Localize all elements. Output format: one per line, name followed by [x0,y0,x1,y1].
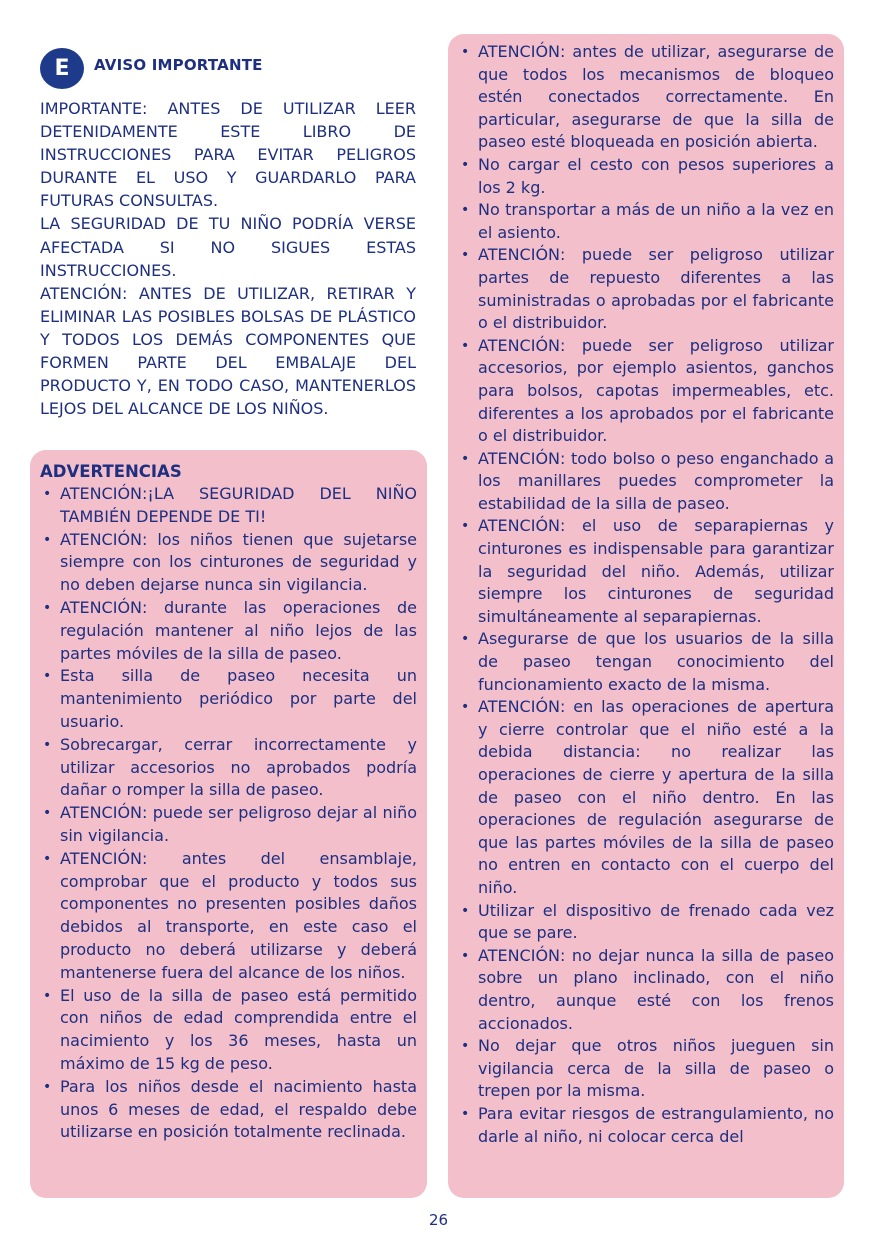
intro-paragraph: LA SEGURIDAD DE TU NIÑO PODRÍA VERSE AFECTADA SI NO SIGUES ESTAS INSTRUCCIONES. [40,214,416,280]
warnings-list-right [458,41,834,1148]
warning-item: • No cargar el cesto con pesos superiores a los 2 kg. [458,154,834,199]
warning-item: • Sobrecargar, cerrar incorrectamente y utilizar accesorios no aprobados podría dañar o romper la silla de paseo. [40,734,417,802]
warning-item: • No transportar a más de un niño a la vez en el asiento. [458,199,834,244]
warning-item: • ATENCIÓN: durante las operaciones de regulación mantener al niño lejos de las partes móviles de la silla de paseo. [40,597,417,665]
section-heading: AVISO IMPORTANTE [94,56,263,74]
warning-item: • Para evitar riesgos de estrangulamiento, no darle al niño, ni colocar cerca del [458,1103,834,1148]
warning-item: • ATENCIÓN: todo bolso o peso enganchado a los manillares puedes comprometer la estabilidad de la silla de paseo. [458,448,834,516]
warning-item: • ATENCIÓN: los niños tienen que sujetarse siempre con los cinturones de seguridad y no deben dejarse nunca sin vigilancia. [40,529,417,597]
warnings-title: ADVERTENCIAS [40,462,182,481]
intro-text [40,97,416,420]
warnings-box-right [448,34,844,1198]
warning-item: • ATENCIÓN: antes de utilizar, asegurarse de que todos los mecanismos de bloqueo estén conectados correctamente. En particular, asegurarse de que la silla de paseo esté bloqueada en posición abierta. [458,41,834,154]
warning-item: • ATENCIÓN: el uso de separapiernas y cinturones es indispensable para garantizar la seguridad del niño. Además, utilizar siempre los cinturones de seguridad simultáneamente al separapiernas. [458,515,834,628]
warning-item: • ATENCIÓN:¡LA SEGURIDAD DEL NIÑO TAMBIÉN DEPENDE DE TI! [40,483,417,529]
warning-item: • ATENCIÓN: puede ser peligroso dejar al niño sin vigilancia. [40,802,417,848]
page-number: 26 [428,1211,449,1229]
warning-item: • Para los niños desde el nacimiento hasta unos 6 meses de edad, el respaldo debe utilizarse en posición totalmente reclinada. [40,1076,417,1144]
warnings-list-left [40,483,417,1144]
warnings-box-left [30,450,427,1198]
warning-item: • Utilizar el dispositivo de frenado cada vez que se pare. [458,900,834,945]
intro-paragraph: ATENCIÓN: ANTES DE UTILIZAR, RETIRAR Y ELIMINAR LAS POSIBLES BOLSAS DE PLÁSTICO Y TODOS LOS DEMÁS COMPONENTES QUE FORMEN PARTE DEL EMBALAJE DEL PRODUCTO Y, EN TODO CASO, MANTENERLOS LEJOS DEL ALCANCE DE LOS NIÑOS. [40,283,416,419]
warning-item: • ATENCIÓN: puede ser peligroso utilizar partes de repuesto diferentes a las suministradas o aprobadas por el fabricante o el distribuidor. [458,244,834,334]
warning-item: • ATENCIÓN: en las operaciones de apertura y cierre controlar que el niño esté a la debida distancia: no realizar las operaciones de cierre y apertura de la silla de paseo con el niño dentro. En las operaciones de regulación asegurarse de que las partes móviles de la silla de paseo no entren en contacto con el cuerpo del niño. [458,696,834,899]
warning-item: • No dejar que otros niños jueguen sin vigilancia cerca de la silla de paseo o trepen por la misma. [458,1035,834,1103]
warning-item: • ATENCIÓN: antes del ensamblaje, comprobar que el producto y todos sus componentes no presenten posibles daños debidos al transporte, en este caso el producto no deberá utilizarse y deberá mantenerse fuera del alcance de los niños. [40,848,417,985]
section-letter-badge: E [40,48,84,89]
warning-item: • Esta silla de paseo necesita un mantenimiento periódico por parte del usuario. [40,665,417,733]
warning-item: • ATENCIÓN: puede ser peligroso utilizar accesorios, por ejemplo asientos, ganchos para bolsos, capotas impermeables, etc. diferentes a los aprobados por el fabricante o el distribuidor. [458,335,834,448]
warning-item: • ATENCIÓN: no dejar nunca la silla de paseo sobre un plano inclinado, con el niño dentro, aunque esté con los frenos accionados. [458,945,834,1035]
warning-item: • Asegurarse de que los usuarios de la silla de paseo tengan conocimiento del funcionamiento exacto de la misma. [458,628,834,696]
intro-paragraph: IMPORTANTE: ANTES DE UTILIZAR LEER DETENIDAMENTE ESTE LIBRO DE INSTRUCCIONES PARA EVITAR PELIGROS DURANTE EL USO Y GUARDARLO PARA FUTURAS CONSULTAS. [40,99,416,211]
warning-item: • El uso de la silla de paseo está permitido con niños de edad comprendida entre el nacimiento y los 36 meses, hasta un máximo de 15 kg de peso. [40,985,417,1076]
